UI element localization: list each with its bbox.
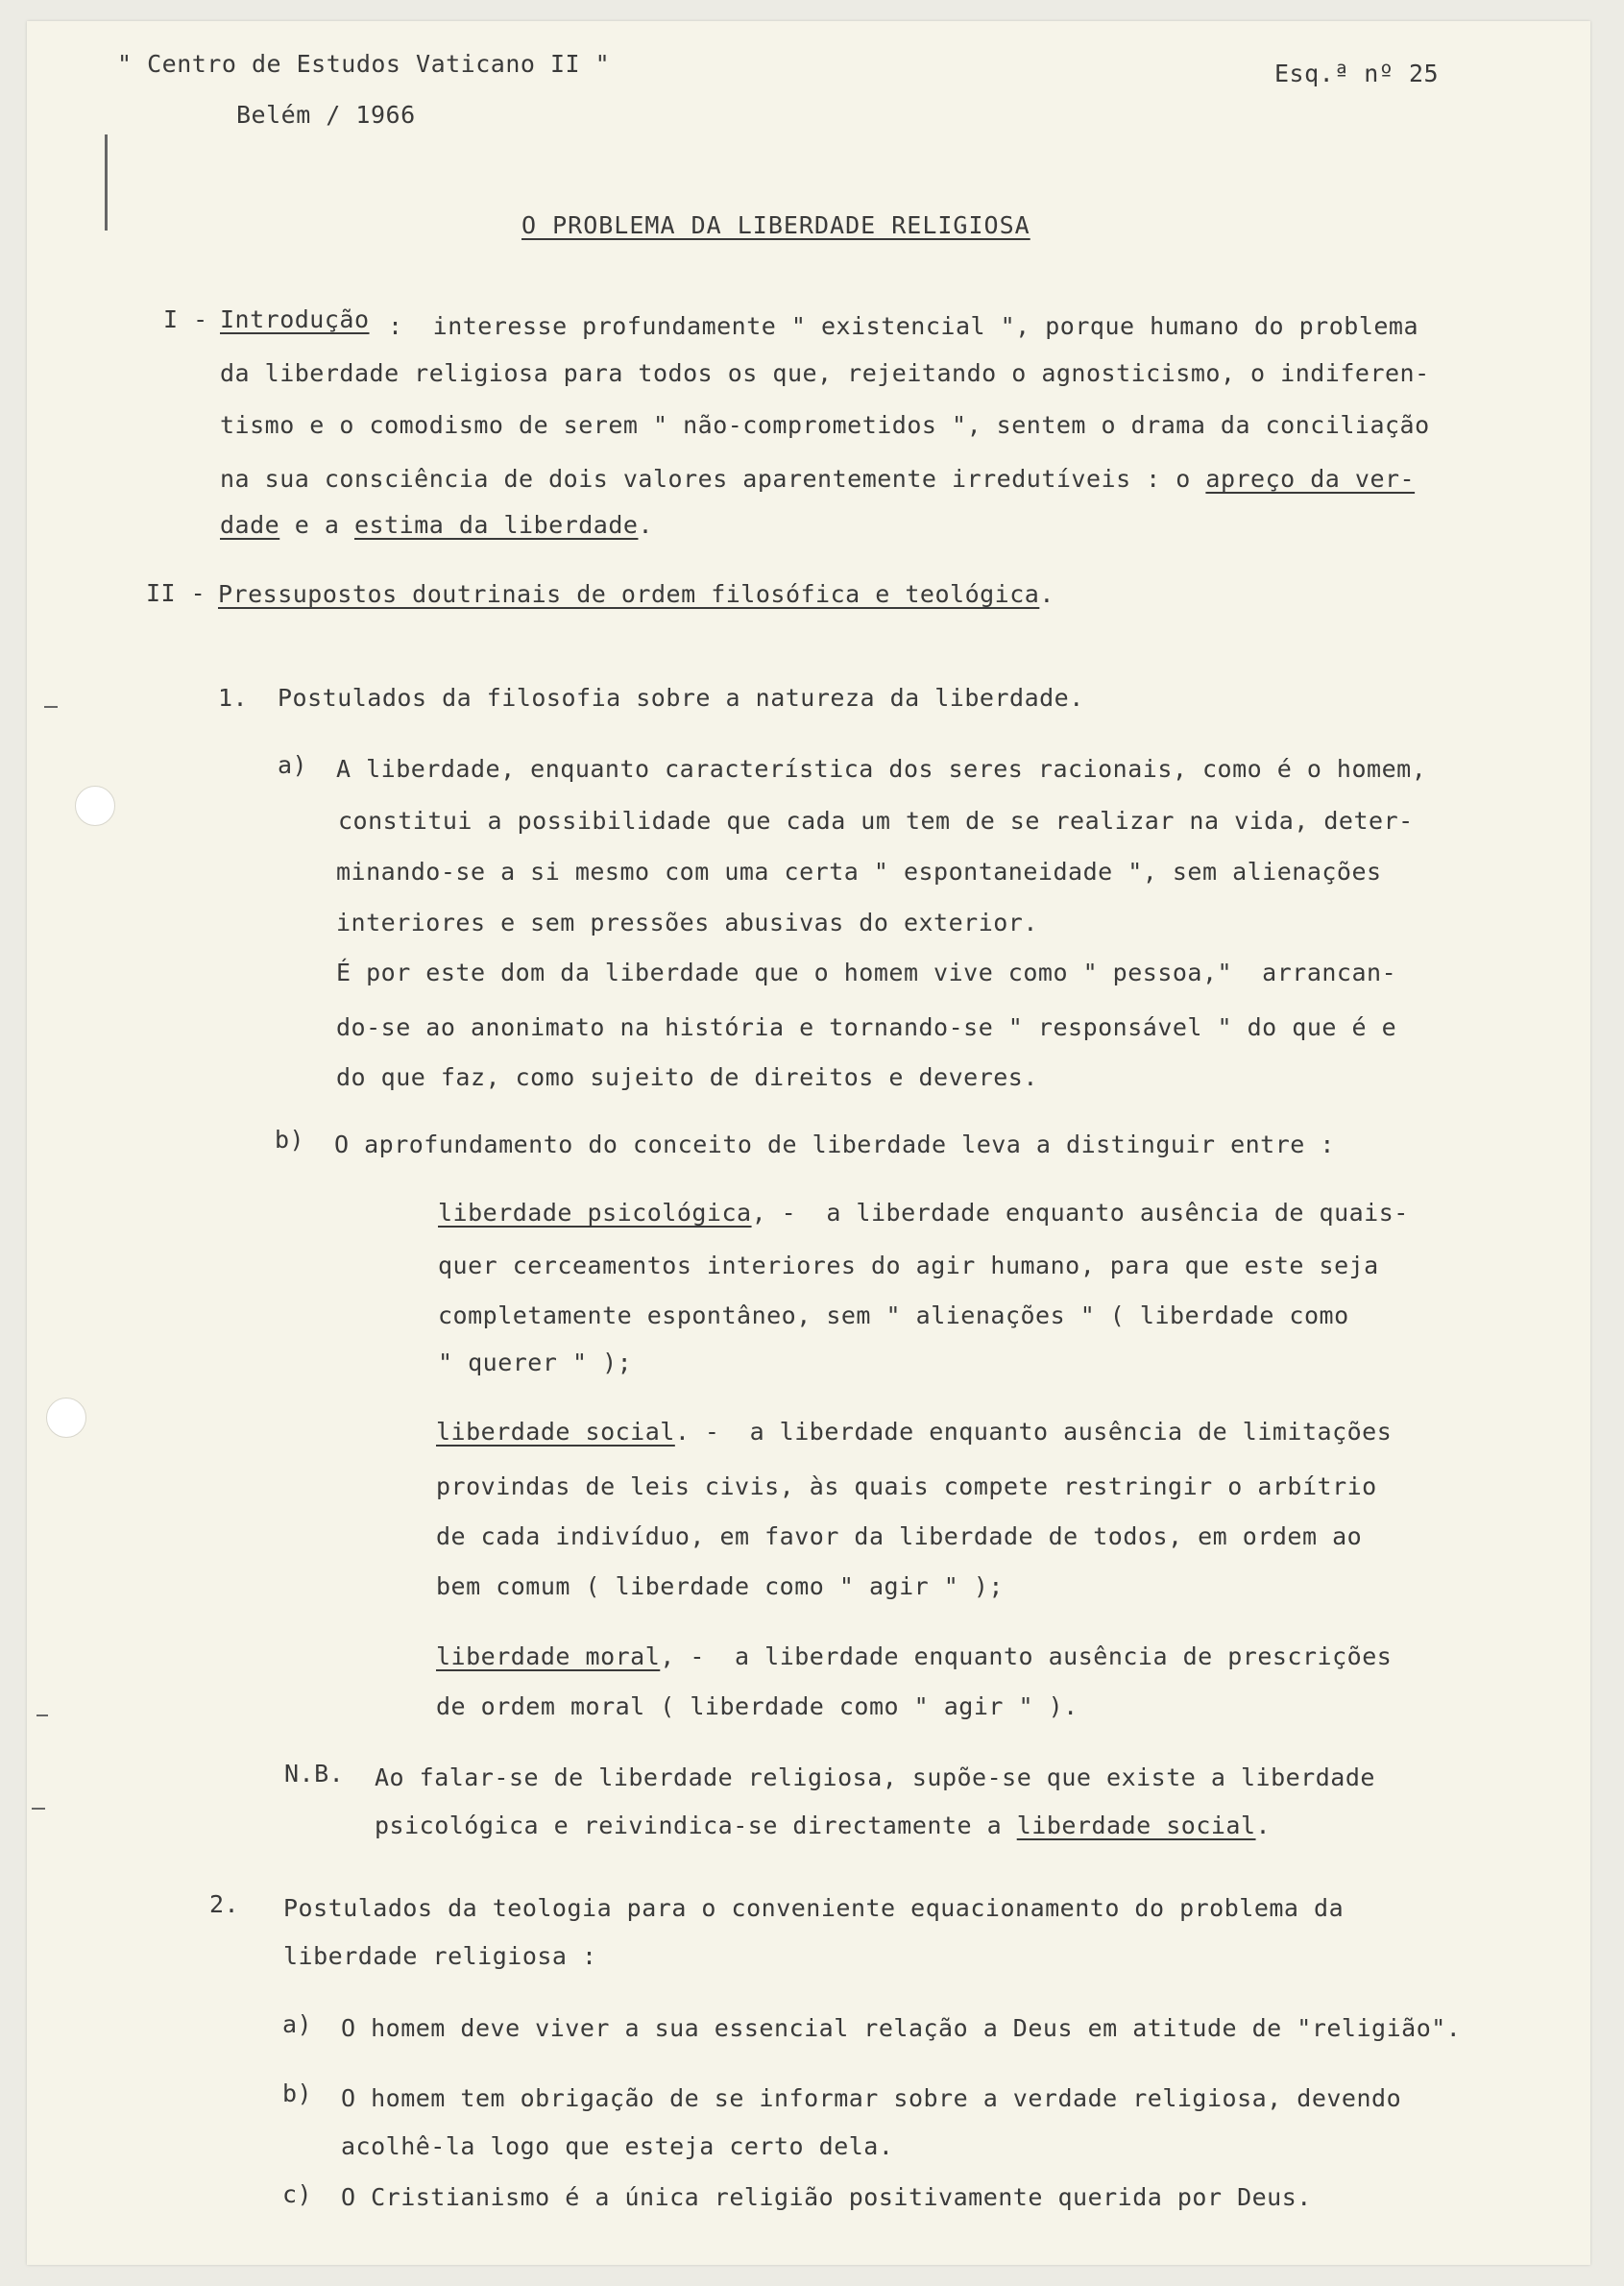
- margin-tick: [32, 1808, 45, 1810]
- punch-hole-bottom: [46, 1398, 86, 1438]
- point2-b-line: O homem tem obrigação de se informar sobre a verdade religiosa, devendo: [341, 2084, 1402, 2112]
- definition-moral: liberdade moral, - a liberdade enquanto ausência de prescrições: [436, 1642, 1393, 1670]
- section2-number: II -: [146, 579, 206, 607]
- section1-line: tismo e o comodismo de serem " não-comprometidos ", sentem o drama da conciliação: [220, 411, 1430, 439]
- point1-a-line: constitui a possibilidade que cada um tem de se realizar na vida, deter-: [338, 807, 1414, 835]
- point1-title: Postulados da filosofia sobre a natureza da liberdade.: [278, 684, 1084, 712]
- point1-a-line: do-se ao anonimato na história e tornando-se " responsável " do que é e: [336, 1013, 1397, 1041]
- item-label: a): [278, 751, 308, 779]
- point1-b-line: O aprofundamento do conceito de liberdade leva a distinguir entre :: [334, 1131, 1335, 1158]
- punch-hole-top: [75, 786, 115, 826]
- point2-title: Postulados da teologia para o conveniente equacionamento do problema da: [283, 1894, 1345, 1922]
- item-label: b): [275, 1126, 305, 1154]
- section1-line: na sua consciência de dois valores aparentemente irredutíveis : o apreço da ver-: [220, 465, 1416, 493]
- point1-a-line: A liberdade, enquanto característica dos seres racionais, como é o homem,: [336, 755, 1427, 783]
- point2-a-line: O homem deve viver a sua essencial relação a Deus em atitude de "religião".: [341, 2014, 1462, 2042]
- item-label: c): [282, 2180, 313, 2208]
- definition-term: liberdade social: [436, 1418, 675, 1446]
- header-center-name: " Centro de Estudos Vaticano II ": [117, 50, 611, 78]
- margin-tick: [36, 1714, 48, 1716]
- definition-line: de ordem moral ( liberdade como " agir " ).: [436, 1692, 1079, 1720]
- section1-line: : interesse profundamente " existencial ", porque humano do problema: [388, 312, 1419, 340]
- point1-a-line: É por este dom da liberdade que o homem vive como " pessoa," arrancan-: [336, 959, 1397, 986]
- point1-a-line: do que faz, como sujeito de direitos e deveres.: [336, 1063, 1038, 1091]
- underlined-term: dade: [220, 511, 280, 539]
- section1-heading: Introdução: [220, 305, 370, 333]
- underlined-term: estima da liberdade: [353, 511, 639, 539]
- underlined-term: apreço da ver-: [1205, 465, 1416, 493]
- definition-line: quer cerceamentos interiores do agir humano, para que este seja: [438, 1252, 1379, 1279]
- margin-tick: [44, 706, 58, 708]
- point2-c-line: O Cristianismo é a única religião positivamente querida por Deus.: [341, 2183, 1312, 2211]
- definition-line: provindas de leis civis, às quais compete restringir o arbítrio: [436, 1472, 1377, 1500]
- section1-line: dade e a estima da liberdade.: [220, 511, 654, 539]
- definition-line: " querer " );: [438, 1349, 633, 1376]
- point2-title: liberdade religiosa :: [283, 1942, 597, 1970]
- definition-psychological: liberdade psicológica, - a liberdade enquanto ausência de quais-: [438, 1199, 1409, 1227]
- item-label: a): [282, 2010, 313, 2038]
- section2-heading: Pressupostos doutrinais de ordem filosófica e teológica.: [218, 580, 1054, 608]
- definition-line: bem comum ( liberdade como " agir " );: [436, 1572, 1004, 1600]
- page-title: O PROBLEMA DA LIBERDADE RELIGIOSA: [521, 211, 1030, 239]
- section1-number: I -: [163, 305, 208, 333]
- definition-line: de cada indivíduo, em favor da liberdade de todos, em ordem ao: [436, 1522, 1363, 1550]
- definition-term: liberdade moral: [436, 1642, 661, 1670]
- point1-a-line: minando-se a si mesmo com uma certa " espontaneidade ", sem alienações: [336, 858, 1382, 886]
- definition-line: completamente espontâneo, sem " alienações " ( liberdade como: [438, 1301, 1349, 1329]
- definition-term: liberdade psicológica: [438, 1199, 752, 1227]
- nb-line: Ao falar-se de liberdade religiosa, supõe-se que existe a liberdade: [375, 1763, 1375, 1791]
- item-label: b): [282, 2079, 313, 2107]
- point1-number: 1.: [218, 684, 249, 712]
- header-place-date: Belém / 1966: [236, 101, 416, 129]
- margin-mark: [105, 134, 108, 231]
- nb-line: psicológica e reivindica-se directamente a liberdade social.: [375, 1812, 1272, 1839]
- header-reference: Esq.ª nº 25: [1274, 60, 1440, 87]
- point2-b-line: acolhê-la logo que esteja certo dela.: [341, 2132, 894, 2160]
- section1-line: da liberdade religiosa para todos os que, rejeitando o agnosticismo, o indiferen-: [220, 359, 1430, 387]
- point2-number: 2.: [209, 1890, 240, 1918]
- underlined-term: liberdade social: [1016, 1812, 1256, 1839]
- nb-label: N.B.: [284, 1760, 345, 1787]
- point1-a-line: interiores e sem pressões abusivas do exterior.: [336, 909, 1038, 936]
- definition-social: liberdade social. - a liberdade enquanto ausência de limitações: [436, 1418, 1393, 1446]
